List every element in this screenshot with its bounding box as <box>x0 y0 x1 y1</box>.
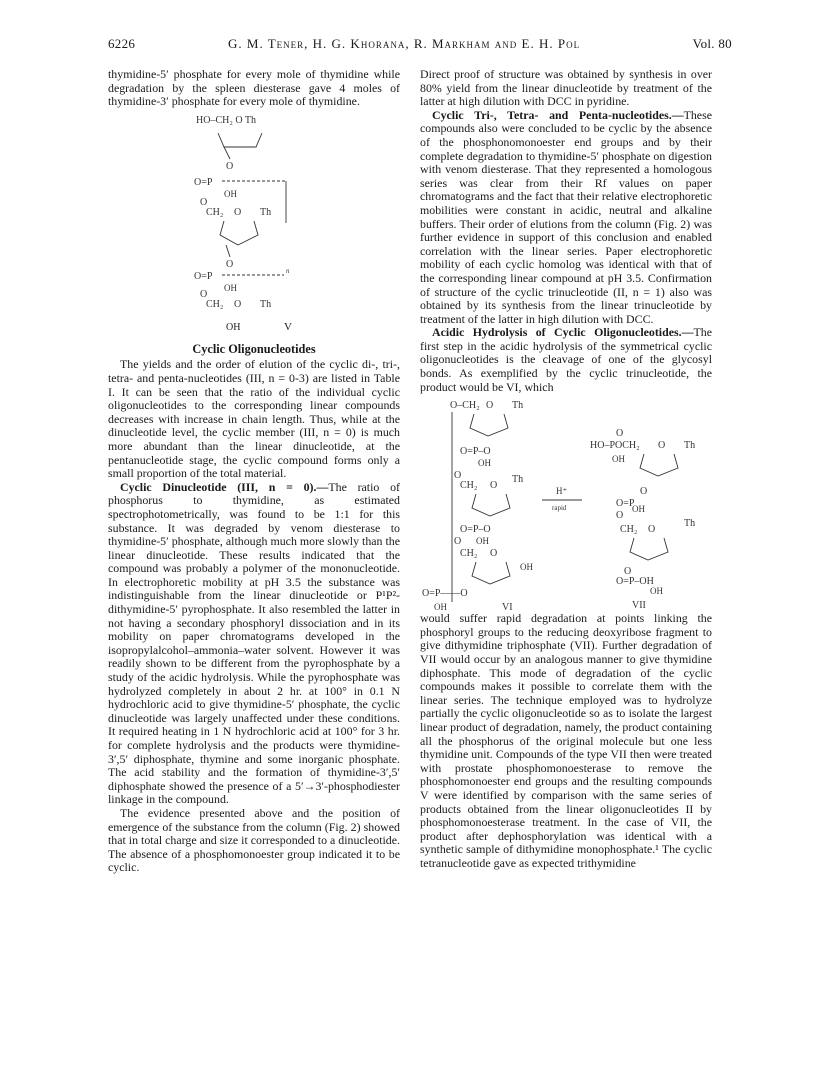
label-vi: VI <box>502 602 513 611</box>
struct-v-oh2: OH <box>224 282 237 293</box>
struct-v-o-ch2-b: O <box>200 288 208 300</box>
heading-cyclic-oligonucleotides: Cyclic Oligonucleotides <box>192 341 316 356</box>
vii-oh-p2: OH <box>650 586 663 597</box>
vi-p3: O=P——O <box>422 588 468 600</box>
struct-v-o2: O <box>226 258 234 270</box>
heading-acidic-hydrolysis: Acidic Hydrolysis of Cyclic Oligonucleotides.— <box>432 325 694 340</box>
page-number: 6226 <box>108 36 136 51</box>
structure-v <box>108 111 400 321</box>
vi-o-ring3: O <box>490 548 498 560</box>
vi-ring3 <box>472 562 510 584</box>
vii-ring1 <box>640 454 678 476</box>
struct-v-ring-top <box>218 133 262 147</box>
vi-ring1 <box>470 414 508 436</box>
vi-o-ring2: O <box>490 480 498 492</box>
struct-v-bond <box>224 147 230 159</box>
vi-o-ring1: O <box>486 400 494 412</box>
struct-v-oh1: OH <box>224 188 237 199</box>
vii-th1: Th <box>684 440 696 452</box>
vi-th1: Th <box>512 400 524 412</box>
arrow-label-top: H⁺ <box>556 486 568 497</box>
vi-o-b: O <box>454 536 462 548</box>
struct-v-o-ring-b: O <box>234 298 242 310</box>
struct-v-ch2-a: CH₂ <box>206 206 224 218</box>
vii-o3: O <box>624 566 632 578</box>
struct-v-bond2 <box>226 245 230 257</box>
right-column <box>420 68 712 871</box>
cyclic-dinucleotide-body: The ratio of phosphorus to thymidine, as estimated spectrophotometrically, was found to be 1:1 for this substance. It was degraded by venom diesterase to thymidine-5′ phosphate, although much more slowly than the linear dinucleotide. These results indicated that the compound was probably a polymer of the mononucleotide. In electrophoretic mobility at pH 3.5 the substance was indistinguishable from the linear dinucleotide or P¹P²-dithymidine-5′ pyrophosphate. It also resembled the latter in not having a secondary phosphoryl dissociation and in its mobility on paper chromatograms developed in the isopropylalcohol–ammonia–water solvent. However it was readily shown to be different from the pyrophosphate by a study of the acidic hydrolysis. While the pyrophosphate was hydrolyzed completely in about 2 hr. at 100° in 0.1 N hydrochloric acid to give thymidine-5′ phosphate, the cyclic dinucleotide was largely unaffected under these conditions. It required heating in 1 N hydrochloric acid at 100° for 3 hr. for complete hydrolysis and the products were thymidine-3′,5′ diphosphate, thymine and some inorganic phosphate. The acid stability and the formation of thymidine-3′,5′ diphosphate showed the presence of a 5′→3′-phosphodiester linkage in the compound. <box>108 479 400 807</box>
struct-v-ch2-b: CH₂ <box>206 298 224 310</box>
struct-v-th-b: Th <box>260 298 272 310</box>
vi-ch2-3: CH₂ <box>460 548 478 560</box>
vi-oh2: OH <box>476 536 489 547</box>
vi-ch2-2: CH₂ <box>460 480 478 492</box>
vii-o-p1: O <box>640 486 648 498</box>
label-vii: VII <box>632 600 646 611</box>
vi-th2: Th <box>512 474 524 486</box>
vii-hopo: HO–POCH₂ <box>590 440 640 452</box>
vi-ring2 <box>472 494 510 516</box>
vii-ring2 <box>630 538 668 560</box>
vii-oh1: OH <box>612 454 625 465</box>
struct-v-o-ch2-a: O <box>200 196 208 208</box>
vi-oh-end: OH <box>520 562 533 573</box>
vi-oh1: OH <box>478 458 491 469</box>
vii-o-ring1: O <box>658 440 666 452</box>
paragraph-evidence: The evidence presented above and the position of emergence of the substance from the column (Fig. 2) showed that in total charge and size it corresponded to a dinucleotide. The absence of a phosphomonoester group indicated it to be cyclic. <box>108 805 400 875</box>
paragraph-intro: thymidine-5′ phosphate for every mole of thymidine while degradation by the spleen diesterase gave 4 moles of thymidine-3′ phosphate for every mole of thymidine. <box>108 67 400 109</box>
acidic-hydrolysis-body: The first step in the acidic hydrolysis of the symmetrical cyclic oligonucleotides is the cleavage of one of the glycosyl bonds. As exemplified by the cyclic trinucleotide, the product would be VI, which <box>420 325 712 394</box>
struct-v-p2: O=P <box>194 270 213 282</box>
left-column <box>108 68 400 875</box>
scheme-vi-vii <box>420 396 712 610</box>
paragraph-cyclic-tri <box>420 109 712 327</box>
vii-oh-p1: OH <box>632 504 645 515</box>
journal-volume: Vol. 80 <box>692 36 732 51</box>
vii-th2: Th <box>684 518 696 530</box>
cyclic-tri-body: These compounds also were concluded to be cyclic by the absence of the phosphonomonoester end groups and by their complete degradation to thymidine-5′ phosphate on digestion with venom diesterase. That they represented a homologous series was clear from their Rf values on paper chromatograms and the fact that their relative electrophoretic mobilities were constant in acidic, neutral and alkaline buffers. Their order of elutions from the column (Fig. 2) was further evidence in support of this conclusion and enabled correlation with the linear series. Paper electrophoretic mobility of each cyclic homolog was identical with that of the corresponding linear compound at pH 3.5. Confirmation of structure of the cyclic trinucleotide (II, n = 1) also was obtained by its synthesis from the linear trinucleotide by treatment of the latter in high dilution with DCC. <box>420 107 712 326</box>
vii-p1: O=P <box>616 498 635 510</box>
paragraph-cyclic-dinucleotide <box>108 481 400 807</box>
header-authors: G. M. Tener, H. G. Khorana, R. Markham and E. H. Pol <box>228 36 581 51</box>
vii-o-oh: O <box>616 510 624 522</box>
struct-v-n: n <box>286 266 290 275</box>
vi-o-a: O <box>454 470 462 482</box>
running-header <box>108 36 732 54</box>
vii-p2: O=P–OH <box>616 576 654 588</box>
vii-ch2: CH₂ <box>620 524 638 536</box>
vi-oh3: OH <box>434 602 447 611</box>
vi-p1: O=P–O <box>460 446 491 458</box>
heading-cyclic-tri: Cyclic Tri-, Tetra- and Penta-nucleotides.— <box>432 107 684 122</box>
paragraph-degradation: would suffer rapid degradation at points linking the phosphoryl groups to the reducing deoxyribose fragment to give dithymidine triphosphate (VII). Further degradation of VII would occur by an analogous manner to give thymidine diphosphate. This mode of degradation of the cyclic compounds makes it possible to correlate them with the linear series. The technique employed was to hydrolyze partially the cyclic oligonucleotide so as to isolate the largest linear product of degradation, namely, the product containing all the phosphorus of the original molecule but one less thymidine unit. Compounds of the type VII then were treated with prostate phosphomonoesterase to remove the phosphomonoester end groups and the resulting compounds V were identified by comparison with the same series of products obtained from the linear oligonucleotides II by phosphomonoesterase treatment. In the case of VII, the product after dephosphorylation was identical with a synthetic sample of dithymidine monophosphate.¹ The cyclic tetranucleotide gave as expected trithymidine <box>420 611 712 870</box>
paragraph-acidic-hydrolysis <box>420 326 712 394</box>
paragraph-direct-proof: Direct proof of structure was obtained by synthesis in over 80% yield from the linear dinucleotide by treatment of the latter at high dilution with DCC in pyridine. <box>420 67 712 109</box>
struct-v-o1: O <box>226 160 234 172</box>
vi-top: O–CH₂ <box>450 400 480 412</box>
struct-v-ring-a <box>220 221 258 245</box>
struct-v-label: V <box>284 320 292 333</box>
vii-o: O <box>616 428 624 440</box>
struct-v-th-a: Th <box>260 206 272 218</box>
struct-v-footer <box>108 321 400 337</box>
arrow-label-bottom: rapid <box>552 504 567 513</box>
vii-o-ring2: O <box>648 524 656 536</box>
struct-v-p1: O=P <box>194 176 213 188</box>
vi-p2: O=P–O <box>460 524 491 536</box>
heading-cyclic-dinucleotide: Cyclic Dinucleotide (III, n = 0).— <box>120 479 329 494</box>
struct-v-top-group: HO–CH₂ O Th <box>196 114 256 126</box>
paragraph-yields: The yields and the order of elution of the cyclic di-, tri-, tetra- and penta-nucleotides (III, n = 0-3) are listed in Table I. It can be seen that the ratio of the individual cyclic oligonucleotides to the corresponding linear compounds decreases with increase in chain length. Thus, while at the dinucleotide level, the cyclic member (III, n = 0) is much more abundant than the linear dinucleotide, at the pentanucleotide stage, the cyclic compound forms only a small proportion of the total material. <box>108 357 400 481</box>
struct-v-bottom-oh: OH <box>226 321 241 333</box>
struct-v-o-ring-a: O <box>234 206 242 218</box>
